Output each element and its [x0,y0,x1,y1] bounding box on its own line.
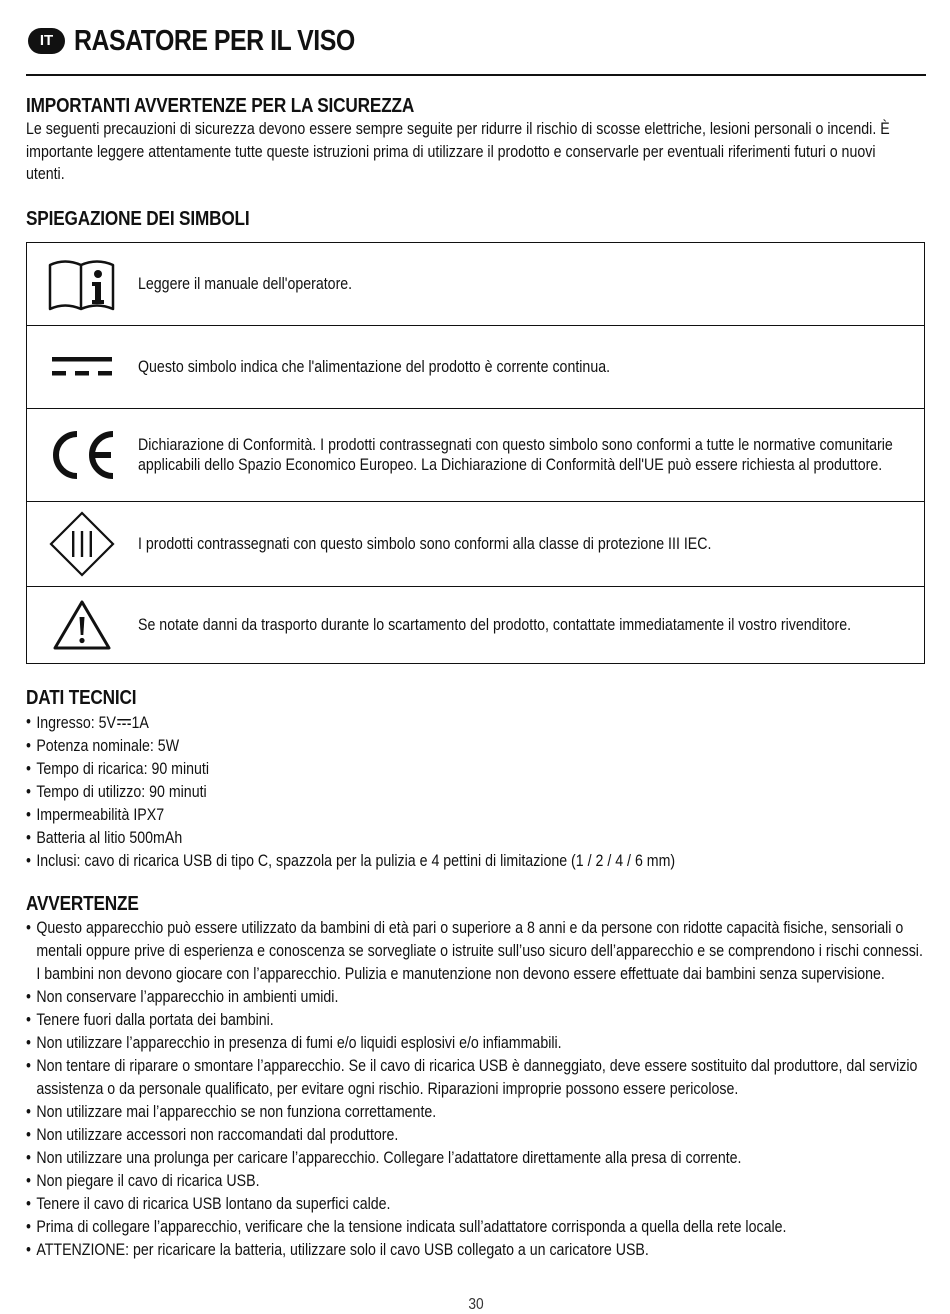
page-number: 30 [468,1296,484,1313]
symbol-description: Questo simbolo indica che l'alimentazione del prodotto è corrente continua. [138,358,611,376]
list-item: • Non piegare il cavo di ricarica USB. [26,1170,929,1193]
symbol-row [27,326,924,409]
list-item: • Non utilizzare accessori non raccomandati dal produttore. [26,1124,929,1147]
list-item: • Non tentare di riparare o smontare l’apparecchio. Se il cavo di ricarica USB è danneggiato, deve essere sostituito dal produttore, dal servizio assistenza o da personale qualificato, per evitare ogni rischio. Riparazioni improprie possono essere pericolose. [26,1055,929,1101]
list-item: • Tempo di ricarica: 90 minuti [26,758,929,781]
list-item: • Ingresso: 5V 1A [26,711,929,735]
list-item: • Inclusi: cavo di ricarica USB di tipo C, spazzola per la pulizia e 4 pettini di limitazione (1 / 2 / 4 / 6 mm) [26,850,929,873]
list-item: • Batteria al litio 500mAh [26,827,929,850]
symbols-heading: SPIEGAZIONE DEI SIMBOLI [26,208,250,230]
symbol-description: Leggere il manuale dell'operatore. [138,275,353,293]
list-item: • Non utilizzare mai l’apparecchio se non funziona correttamente. [26,1101,929,1124]
symbol-row [27,502,924,587]
warning-triangle-icon [37,598,127,652]
symbol-description: Se notate danni da trasporto durante lo scartamento del prodotto, contattate immediatamente il vostro rivenditore. [138,616,852,634]
list-item: • Prima di collegare l’apparecchio, verificare che la tensione indicata sull’adattatore corrisponda a quella della rete locale. [26,1216,929,1239]
list-item: • Tenere fuori dalla portata dei bambini. [26,1009,929,1032]
list-item: • Potenza nominale: 5W [26,735,929,758]
language-badge: IT [28,28,65,54]
list-item: • Non utilizzare l’apparecchio in presenza di fumi e/o liquidi esplosivi e/o infiammabili. [26,1032,929,1055]
warnings-list [26,917,929,1262]
tech-heading: DATI TECNICI [26,687,137,709]
protection-class-iii-icon [37,511,127,577]
list-item: • Tempo di utilizzo: 90 minuti [26,781,929,804]
symbols-table [26,242,925,664]
ce-mark-icon [37,428,127,482]
list-item: • ATTENZIONE: per ricaricare la batteria, utilizzare solo il cavo USB collegato a un caricatore USB. [26,1239,929,1262]
list-item: • Impermeabilità IPX7 [26,804,929,827]
list-item: • Tenere il cavo di ricarica USB lontano da superfici calde. [26,1193,929,1216]
symbol-row [27,243,924,326]
list-item: • Non conservare l’apparecchio in ambienti umidi. [26,986,929,1009]
symbol-row [27,587,924,663]
safety-heading: IMPORTANTI AVVERTENZE PER LA SICUREZZA [26,95,415,117]
safety-paragraph: Le seguenti precauzioni di sicurezza devono essere sempre seguite per ridurre il rischio di scosse elettriche, lesioni personali o incendi. È importante leggere attentamente tutte queste istruzioni prima di utilizzare il prodotto e conservarle per eventuali riferimenti futuri o nuovi utenti. [26,120,890,183]
list-item: • Questo apparecchio può essere utilizzato da bambini di età pari o superiore a 8 anni e da persone con ridotte capacità fisiche, sensoriali o mentali oppure prive di esperienza e conoscenza se sorvegliate o istruite sull’uso sicuro dell’apparecchio e se comprendono i rischi connessi. I bambini non devono giocare con l’apparecchio. Pulizia e manutenzione non devono essere effettuate dai bambini senza supervisione. [26,917,929,986]
symbol-description: I prodotti contrassegnati con questo simbolo sono conformi alla classe di protezione III IEC. [138,535,712,553]
direct-current-icon [117,711,131,721]
tech-list [26,711,929,873]
manual-book-info-icon [37,255,127,313]
symbol-row [27,409,924,502]
warnings-heading: AVVERTENZE [26,893,139,915]
page-title: RASATORE PER IL VISO [74,25,355,57]
symbol-description: Dichiarazione di Conformità. I prodotti contrassegnati con questo simbolo sono conformi a tutte le normative comunitarie applicabili dello Spazio Economico Europeo. La Dichiarazione di Conformità dell'UE può essere richiesta al produttore. [138,436,893,474]
page-header [26,22,926,76]
direct-current-icon [37,354,127,380]
list-item: • Non utilizzare una prolunga per caricare l’apparecchio. Collegare l’adattatore direttamente alla presa di corrente. [26,1147,929,1170]
